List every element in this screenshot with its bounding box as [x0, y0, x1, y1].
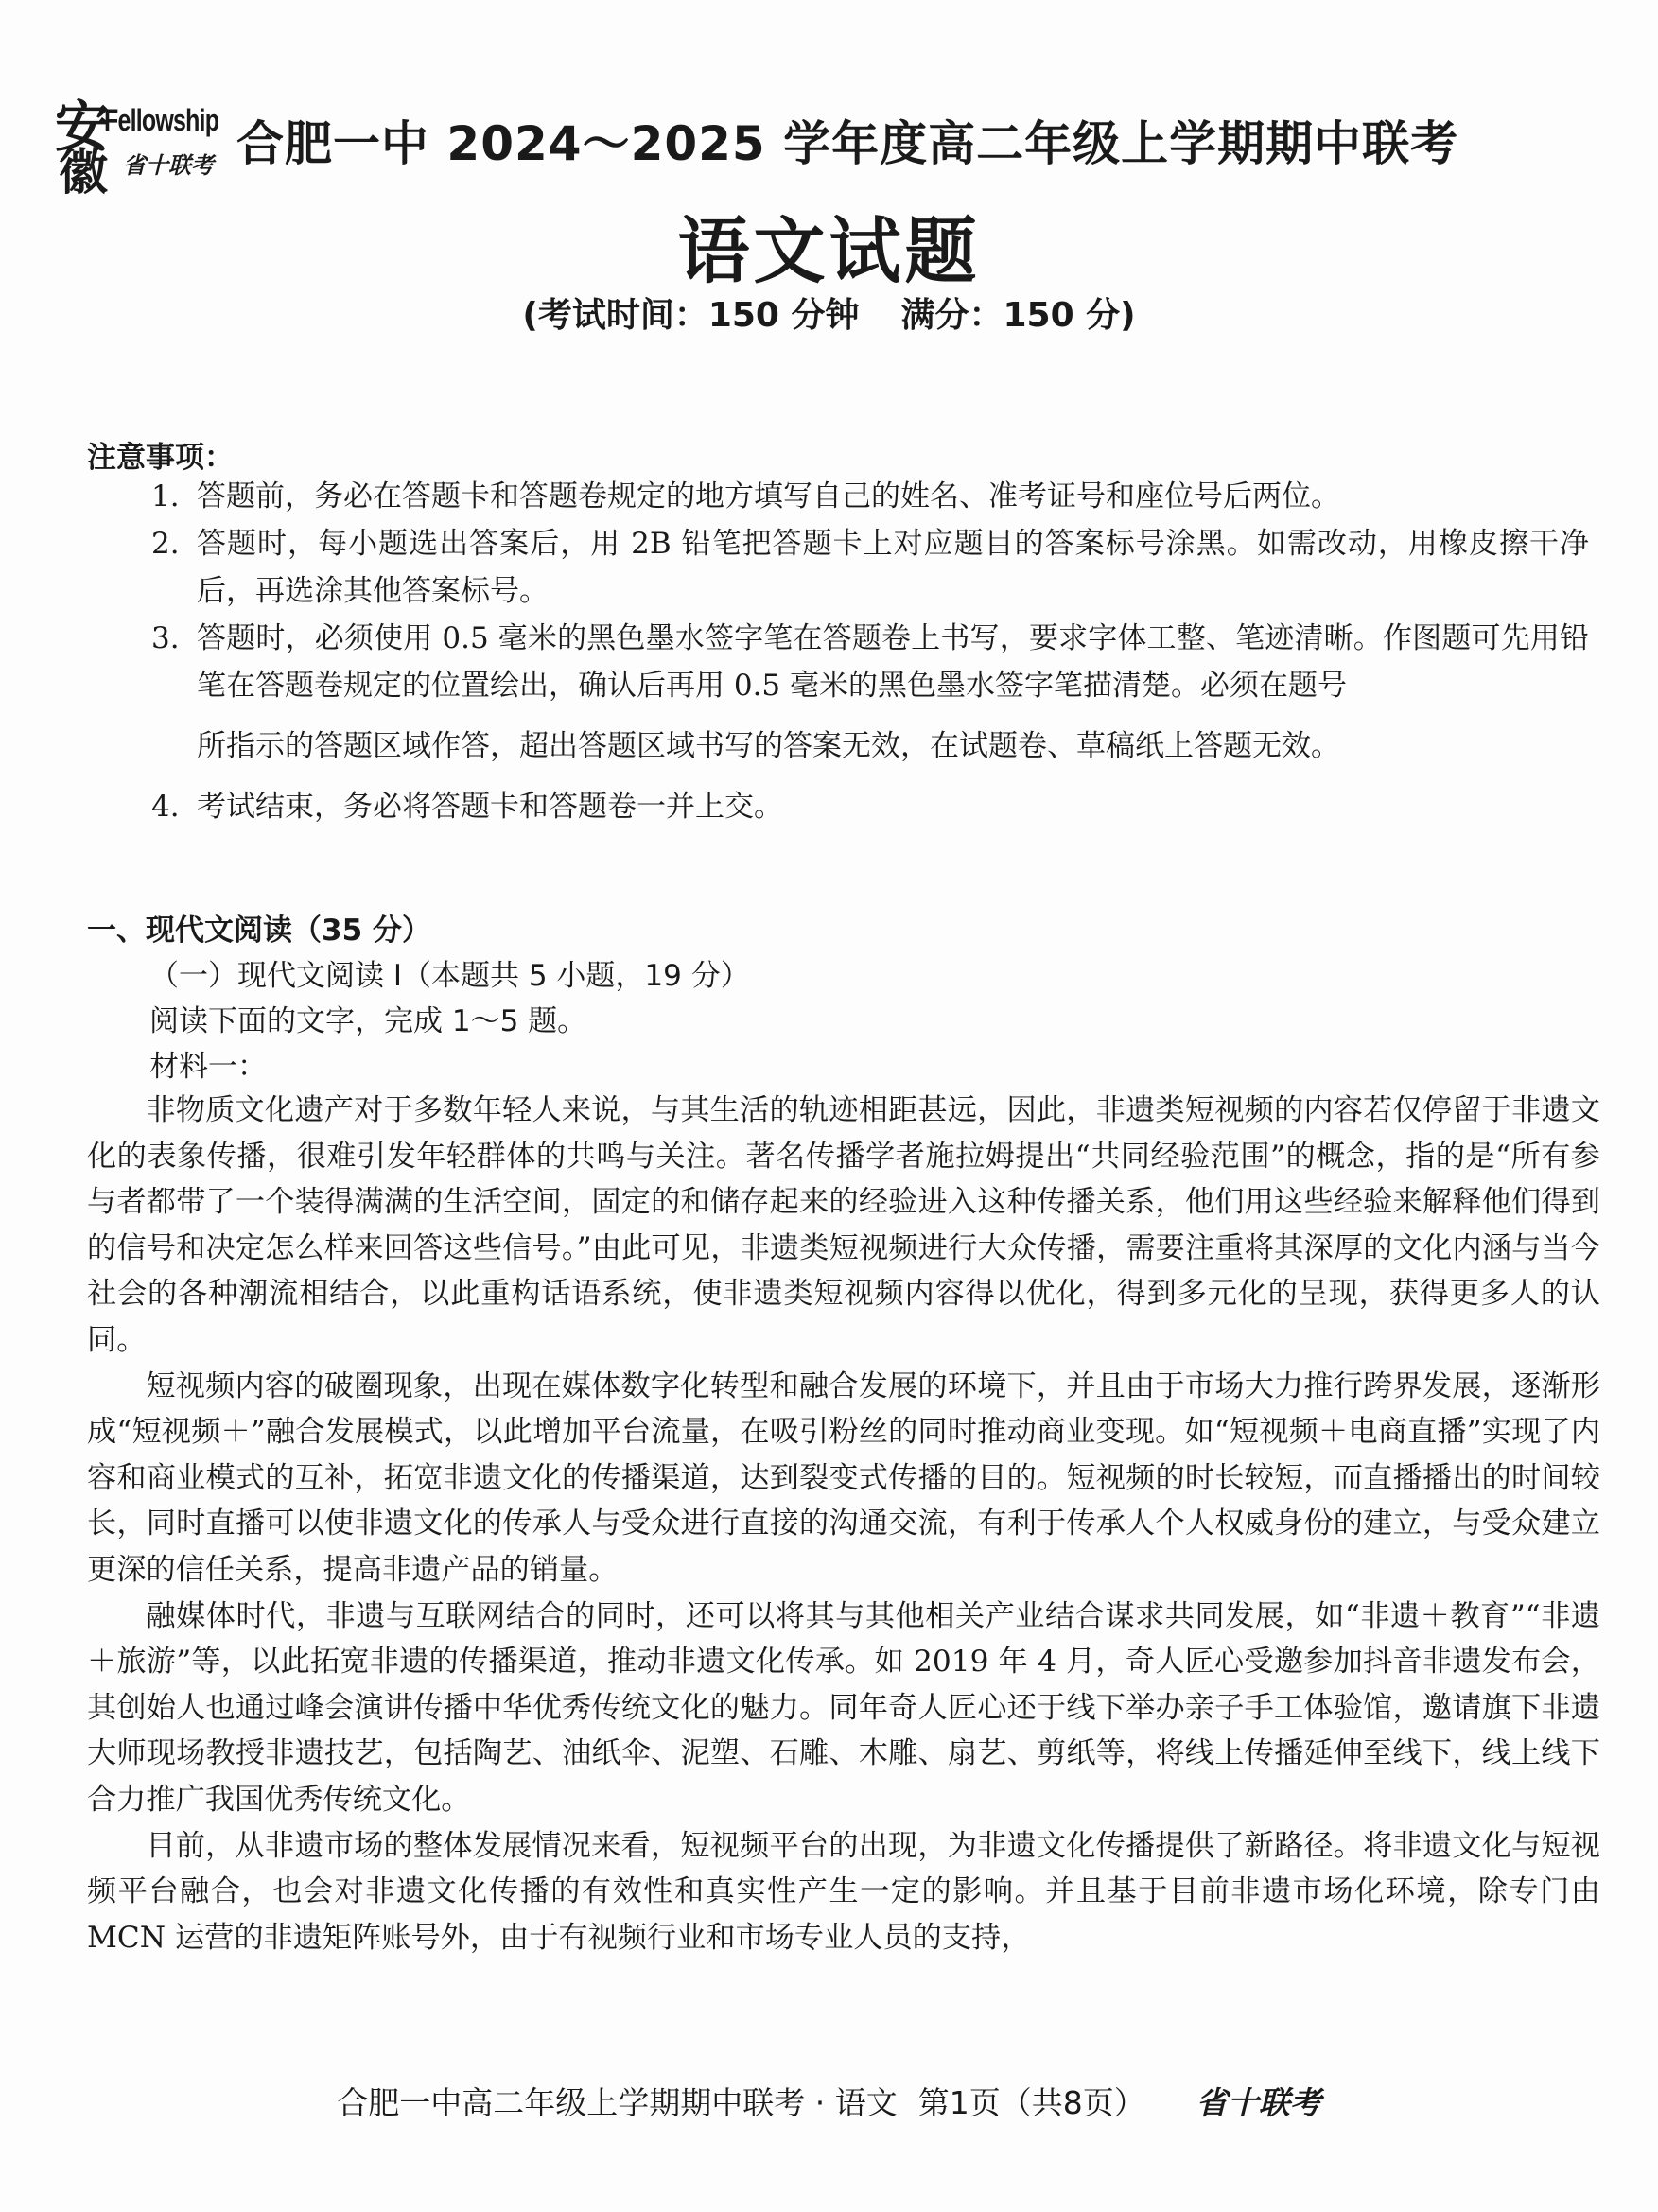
subject-title: 语文试题 — [677, 209, 981, 293]
notice-text: 答题前，务必在答题卡和答题卷规定的地方填写自己的姓名、准考证号和座位号后两位。 — [197, 479, 1340, 514]
passage-paragraph: 短视频内容的破圈现象，出现在媒体数字化转型和融合发展的环境下，并且由于市场大力推行跨界发展，逐渐形成“短视频＋”融合发展模式，以此增加平台流量，在吸引粉丝的同时推动商业变现。如“短视频＋电商直播”实现了内容和商业模式的互补，拓宽非遗文化的传播渠道，达到裂变式传播的目的。短视频的时长较短，而直播播出的时间较长，同时直播可以使非遗文化的传承人与受众进行直接的沟通交流，有利于传承人个人权威身份的建立，与受众建立更深的信任关系，提高非遗产品的销量。 — [87, 1368, 1600, 1587]
logo-char-hui: 徽 — [59, 144, 109, 201]
notice-item — [151, 473, 1589, 520]
notice-item — [151, 520, 1589, 615]
material-label: 材料一： — [149, 1050, 267, 1084]
notice-text-continued: 所指示的答题区域作答，超出答题区域书写的答案无效，在试题卷、草稿纸上答题无效。 — [197, 729, 1340, 763]
notice-number: 3. — [151, 621, 180, 655]
logo-fellowship-text: Fellowship — [104, 103, 219, 137]
passage-paragraph: 非物质文化遗产对于多数年轻人来说，与其生活的轨迹相距甚远，因此，非遗类短视频的内容若仅停留于非遗文化的表象传播，很难引发年轻群体的共鸣与关注。著名传播学者施拉姆提出“共同经验范围”的概念，指的是“所有参与者都带了一个装得满满的生活空间，固定的和储存起来的经验进入这种传播关系，他们用这些经验来解释他们得到的信号和决定怎么样来回答这些信号。”由此可见，非遗类短视频进行大众传播，需要注重将其深厚的文化内涵与当今社会的各种潮流相结合，以此重构话语系统，使非遗类短视频内容得以优化，得到多元化的呈现，获得更多人的认同。 — [87, 1093, 1600, 1357]
notice-heading: 注意事项： — [87, 441, 234, 475]
notice-item — [151, 615, 1589, 770]
full-score: 满分：150 分) — [900, 296, 1136, 335]
reading-instruction: 阅读下面的文字，完成 1～5 题。 — [149, 1004, 587, 1038]
notice-item — [151, 783, 1589, 830]
notice-text: 答题时，必须使用 0.5 毫米的黑色墨水签字笔在答题卷上书写，要求字体工整、笔迹清晰。作图题可先用铅笔在答题卷规定的位置绘出，确认后再用 0.5 毫米的黑色墨水签字笔描清楚。必须在题号 — [197, 621, 1589, 703]
notice-number: 1. — [151, 479, 180, 514]
notice-text: 考试结束，务必将答题卡和答题卷一并上交。 — [197, 790, 783, 824]
notice-number: 2. — [151, 527, 180, 561]
footer-page-number: 第1页（共8页） — [917, 2084, 1145, 2121]
sub-heading: （一）现代文阅读 I（本题共 5 小题，19 分） — [149, 959, 750, 993]
footer-exam-name: 合肥一中高二年级上学期期中联考 · 语文 — [337, 2084, 898, 2121]
section-heading: 一、现代文阅读（35 分） — [87, 914, 431, 948]
exam-time: (考试时间：150 分钟 — [522, 296, 860, 335]
exam-info — [0, 288, 1658, 337]
notice-number: 4. — [151, 790, 180, 824]
reading-passage — [87, 1088, 1600, 1960]
exam-title: 合肥一中 2024～2025 学年度高二年级上学期期中联考 — [236, 116, 1459, 171]
footer-brand: 省十联考 — [1196, 2084, 1321, 2121]
logo-shengshi-text: 省十联考 — [123, 151, 214, 179]
exam-logo — [55, 95, 235, 203]
page-footer — [0, 2079, 1658, 2123]
passage-paragraph: 目前，从非遗市场的整体发展情况来看，短视频平台的出现，为非遗文化传播提供了新路径。将非遗文化与短视频平台融合，也会对非遗文化传播的有效性和真实性产生一定的影响。并且基于目前非遗市场化环境，除专门由 MCN 运营的非遗矩阵账号外，由于有视频行业和市场专业人员的支持， — [87, 1828, 1600, 1955]
logo-char-an: 安 — [55, 95, 111, 159]
notice-text: 答题时，每小题选出答案后，用 2B 铅笔把答题卡上对应题目的答案标号涂黑。如需改动，用橡皮擦干净后，再选涂其他答案标号。 — [197, 527, 1589, 608]
notice-list — [151, 473, 1589, 830]
passage-paragraph: 融媒体时代，非遗与互联网结合的同时，还可以将其与其他相关产业结合谋求共同发展，如“非遗＋教育”“非遗＋旅游”等，以此拓宽非遗的传播渠道，推动非遗文化传承。如 2019 年 4 月，奇人匠心受邀参加抖音非遗发布会，其创始人也通过峰会演讲传播中华优秀传统文化的魅力。同年奇人匠心还于线下举办亲子手工体验馆，邀请旗下非遗大师现场教授非遗技艺，包括陶艺、油纸伞、泥塑、石雕、木雕、扇艺、剪纸等，将线上传播延伸至线下，线上线下合力推广我国优秀传统文化。 — [87, 1598, 1600, 1817]
